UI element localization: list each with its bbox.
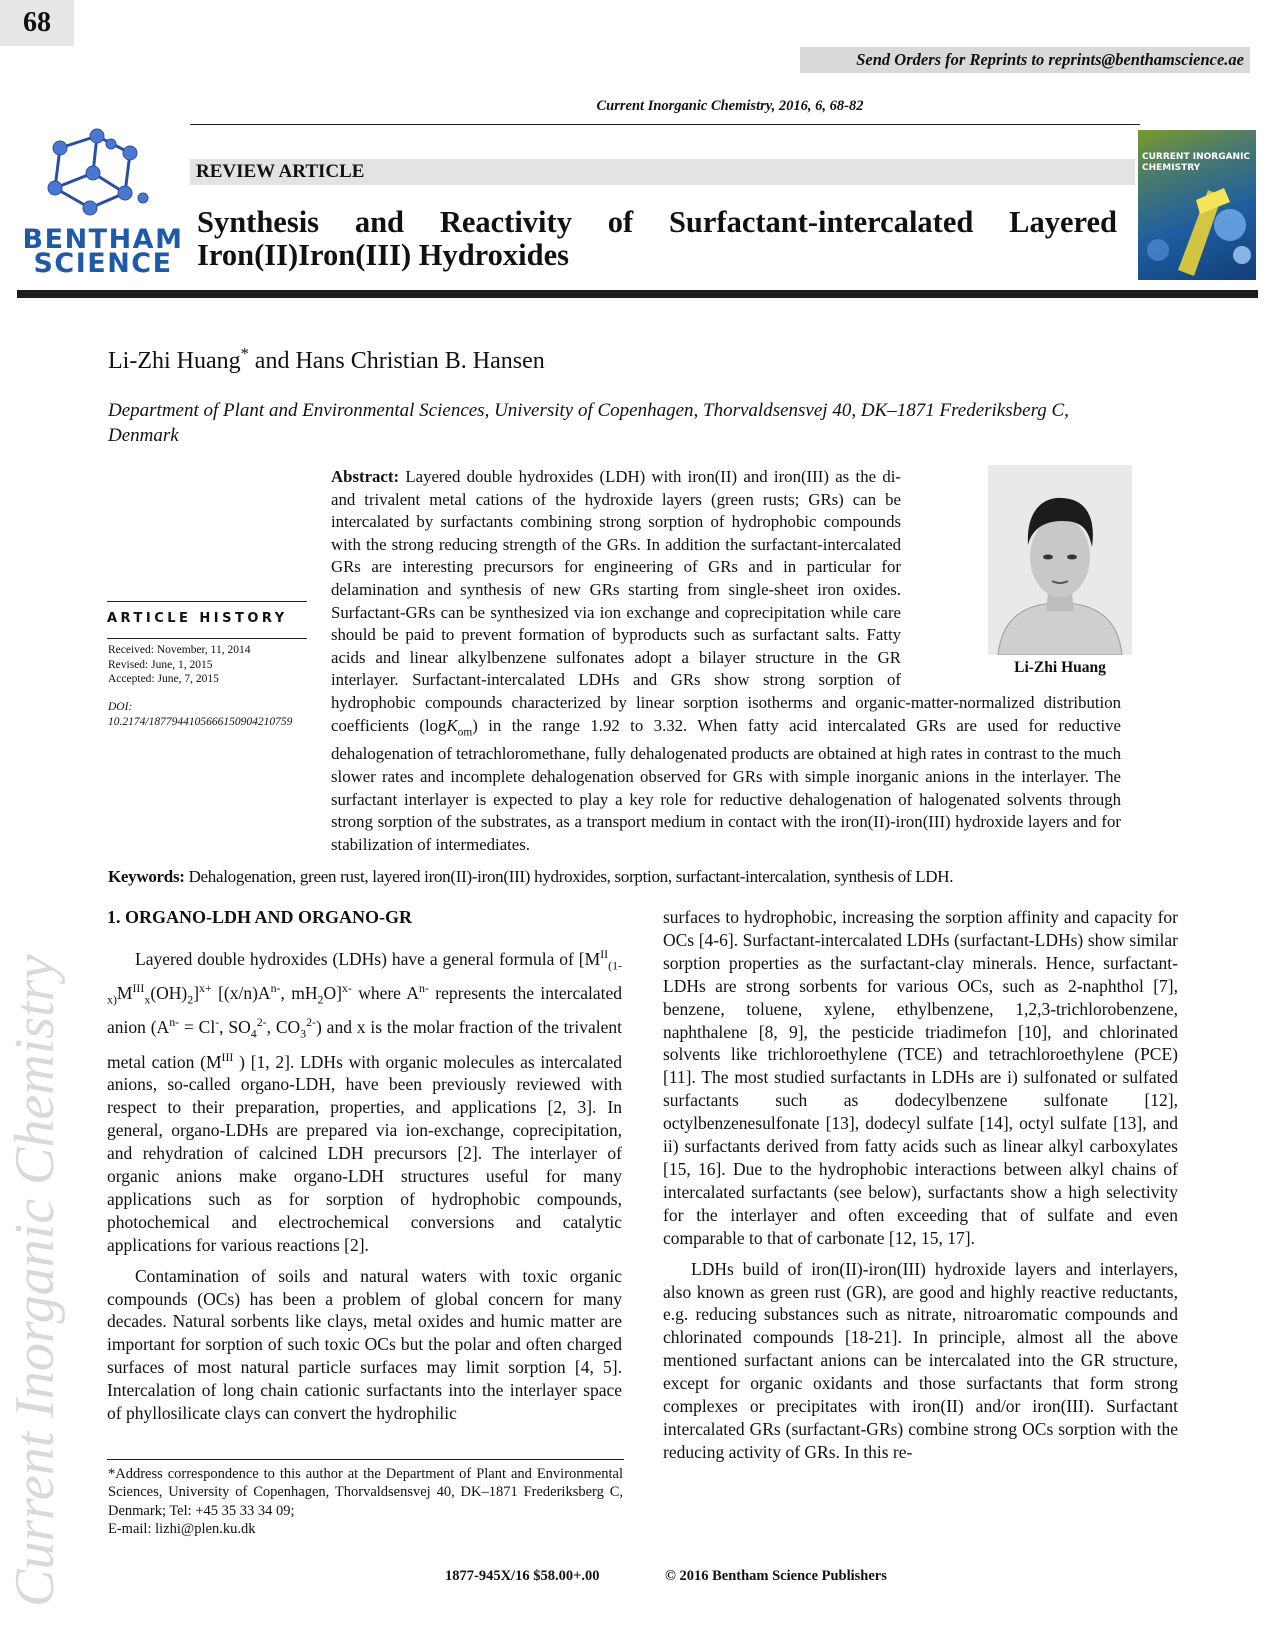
header-rule <box>17 290 1258 298</box>
section-heading: 1. ORGANO-LDH AND ORGANO-GR <box>107 907 412 927</box>
revised-date: Revised: June, 1, 2015 <box>108 658 213 671</box>
abstract-label: Abstract: <box>331 467 400 486</box>
abstract-text-a: Layered double hydroxides (LDH) with iron(II) and iron(III) as the di- and trivalent metal cations of the hydroxide layers (green rusts; GRs) can be intercalated by surfactants combining strong sorption of hydrophobic compounds with the strong reducing strength of the GRs. In addition the surfactant-intercalated GRs are interesting precursors for engineering of GRs and in particular for delamination and synthesis of new GRs starting from single-sheet iron oxides. Surfactant-GRs can be synthesized via ion exchange and coprecipitation while care should be paid to prevent formation of byproducts such as surfactant salts. Fatty acids and linear alkylbenzene sulfonates adopt a bilayer structure in the GR interlayer. Surfactant-intercalated LDHs and GRs show strong sorption of hydrophobic compounds characterized by linear sorption isotherms and organic-matter-normalized distribution coefficients (log <box>331 467 1121 735</box>
footnote-address: *Address correspondence to this author at the Department of Plant and Environmental Sciences, University of Copenhagen, Thorvaldsensvej 40, DK–1871 Frederiksberg C, Denmark; Tel: +45 35 33 34 09; <box>108 1466 623 1519</box>
footnote-rule <box>107 1459 624 1460</box>
cover-art-icon <box>1138 130 1256 280</box>
first-author: Li-Zhi Huang <box>108 348 241 374</box>
article-history-title: ARTICLE HISTORY <box>107 611 288 626</box>
logo-word-2: SCIENCE <box>33 248 173 279</box>
author-list <box>108 344 545 375</box>
corresponding-marker: * <box>240 344 249 363</box>
footer-copyright: © 2016 Bentham Science Publishers <box>665 1568 887 1584</box>
k-symbol: K <box>446 715 458 735</box>
journal-citation: Current Inorganic Chemistry, 2016, 6, 68-82 <box>596 98 864 114</box>
k-subscript: om <box>457 725 473 738</box>
citation-rule <box>190 124 1140 125</box>
publisher-logo-text <box>18 224 188 279</box>
article-title: Synthesis and Reactivity of Surfactant-intercalated Layered Iron(II)Iron(III) Hydroxides <box>197 205 1117 272</box>
page-number: 68 <box>0 0 74 46</box>
keywords <box>108 866 1168 888</box>
doi-block <box>108 700 308 729</box>
paragraph-contamination: Contamination of soils and natural waters with toxic organic compounds (OCs) has been a problem of global concern for many decades. Natural sorbents like clays, metal oxides and humic matter are important for sorption of such toxic OCs but the polar and often charged surfaces of most natural particle surfaces may limit sorption [4, 5]. Intercalation of long chain cationic surfactants into the interlayer space of phyllosilicate clays can convert the hydrophilic <box>107 1265 622 1424</box>
received-date: Received: November, 11, 2014 <box>108 644 251 656</box>
body-left-column <box>107 906 622 1433</box>
paragraph-ldh-formula: Layered double hydroxides (LDHs) have a general formula of $[M^{II}_{(1-x)}M^{III}_x(OH)_2]^{x+}$ [$(x/n)A^{n-}$, $mH_2O]^{x-}$ where $A^{n-}$ represents the intercalated anion ($A^{n-} = Cl^-$, $SO_4^{2-}$, $CO_3^{2-}$) and x is the molar fraction of the trivalent metal cation ($M^{III}$ ) [1, 2]. LDHs with organic molecules as intercalated anions, so-called organo-LDH, have been previously reviewed with respect to their preparation, properties, and applications [2, 3]. In general, organo-LDHs are prepared via ion-exchange, coprecipitation, and rehydration of calcined LDH precursors [2]. The interlayer of organic anions make organo-LDH structures useful for many applications such as for sorption of hydrophobic compounds, photochemical and electrochemical conversions and catalytic applications for various reactions [2]. <box>107 946 623 1255</box>
bentham-molecule-logo-icon <box>35 128 160 223</box>
footer-issn: 1877-945X/16 $58.00+.00 <box>445 1568 600 1584</box>
keywords-text: Dehalogenation, green rust, layered iron(II)-iron(III) hydroxides, sorption, surfactant-intercalation, synthesis of LDH. <box>184 867 954 886</box>
abstract-text-b: ) in the range 1.92 to 3.32. When fatty acid intercalated GRs are used for reductive dehalogenation of tetrachloromethane, fully dehalogenated products are obtained at high rates in contrast to the much slower rates and incomplete dehalogenation observed for GRs with simple inorganic anions in the interlayer. The surfactant interlayer is expected to play a key role for reductive dehalogenation of halogenated solvents through strong sorption of the substrates, as a transport medium in contact with the iron(II)-iron(III) hydroxide layers and for stabilization of intermediates. <box>331 715 1121 854</box>
doi-link[interactable]: 10.2174/1877944105666150904210759 <box>108 715 293 728</box>
accepted-date: Accepted: June, 7, 2015 <box>108 673 219 685</box>
footnote-email[interactable]: E-mail: lizhi@plen.ku.dk <box>108 1521 256 1538</box>
journal-cover-title: CURRENT INORGANIC CHEMISTRY <box>1142 152 1251 173</box>
history-rule-top <box>107 601 307 602</box>
doi-label: DOI: <box>108 701 133 713</box>
logo-word-1: BENTHAM <box>22 224 184 255</box>
keywords-label: Keywords: <box>108 867 185 886</box>
side-journal-watermark: Current Inorganic Chemistry <box>4 954 66 1607</box>
reprint-notice: Send Orders for Reprints to reprints@benthamscience.ae <box>800 47 1250 73</box>
paragraph-green-rust: LDHs build of iron(II)-iron(III) hydroxide layers and interlayers, also known as green rust (GR), are good and highly reactive reductants, e.g. reducing substances such as nitrate, nitroaromatic compounds and chlorinated compounds [18-21]. In principle, almost all the above mentioned surfactant anions can be intercalated into the GR structure, except for organic oxidants and those surfactants that form strong complexes or precipitates with iron(II) and/or iron(III). Surfactant intercalated GRs (surfactant-GRs) combine strong OCs sorption with the reducing activity of GRs. In this re- <box>663 1258 1178 1462</box>
article-type: REVIEW ARTICLE <box>190 159 1135 185</box>
article-history-dates <box>108 643 251 687</box>
author-affiliation: Department of Plant and Environmental Sciences, University of Copenhagen, Thorvaldsensvej 40, DK–1871 Frederiksberg C, Denmark <box>108 400 1069 446</box>
co-authors: and Hans Christian B. Hansen <box>248 348 545 374</box>
body-right-column <box>663 906 1178 1472</box>
history-rule-mid <box>107 638 307 639</box>
paragraph-surfactant-ldh: surfaces to hydrophobic, increasing the sorption affinity and capacity for OCs [4-6]. Surfactant-intercalated LDHs (surfactant-LDHs) show similar sorption properties as the surfactant-clay minerals. Hence, surfactant-LDHs are strong sorbents for various OCs, such as 2-naphthol [7], benzene, toluene, xylene, ethylbenzene, 1,2,3-trichlorobenzene, naphthalene [8, 9], the pesticide triadimefon [10], and chlorinated solvents like trichloroethylene (TCE) and tetrachloroethylene (PCE) [11]. The most studied surfactants in LDHs are i) sulfonated or sulfated surfactants such as dodecylbenzene sulfonate [12], octylbenzenesulfonate [13], dodecyl sulfate [14], octyl sulfate [13], and ii) surfactants derived from fatty acids such as linear alkyl carboxylates [15, 16]. Due to the hydrophobic interactions between alkyl chains of intercalated surfactants (see below), surfactants show a high selectivity for the interlayer and often exceeding that of sulfate and even comparable to that of carbonate [12, 15, 17]. <box>663 907 1178 1248</box>
journal-cover-image <box>1138 130 1256 280</box>
abstract <box>331 466 1121 856</box>
photo-caption: Li-Zhi Huang <box>1014 659 1106 676</box>
correspondence-footnote <box>108 1465 623 1539</box>
